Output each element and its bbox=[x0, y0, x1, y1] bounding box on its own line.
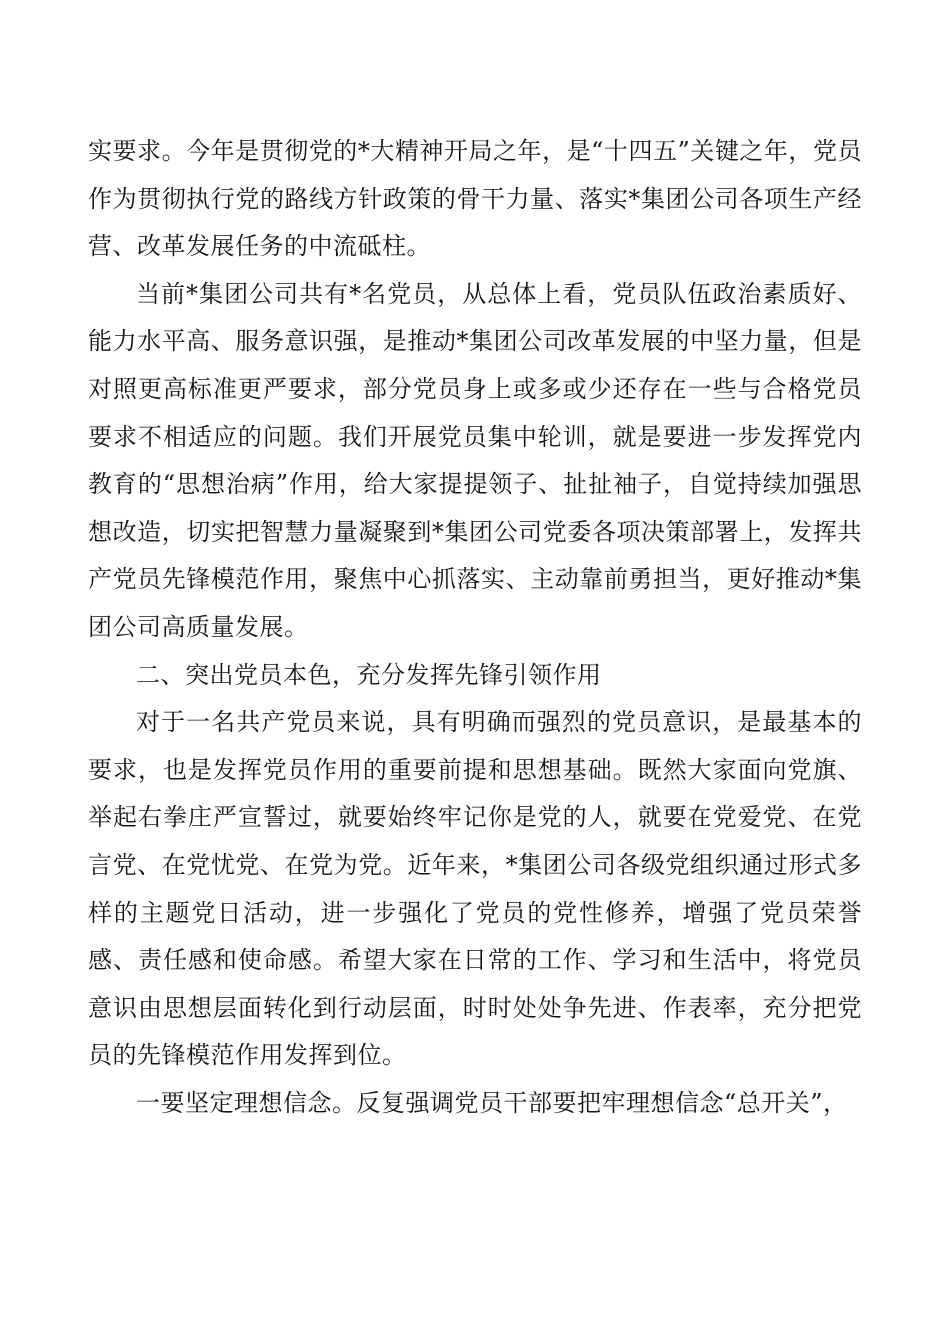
paragraph-continuation: 实要求。今年是贯彻党的*大精神开局之年，是“十四五”关键之年，党员作为贯彻执行党的路线方针政策的骨干力量、落实*集团公司各项生产经营、改革发展任务的中流砥柱。 bbox=[88, 137, 862, 261]
paragraph-party-consciousness: 对于一名共产党员来说，具有明确而强烈的党员意识，是最基本的要求，也是发挥党员作用的重要前提和思想基础。既然大家面向党旗、举起右拳庄严宣誓过，就要始终牢记你是党的人，就要在党爱党、在党言党、在党忧党、在党为党。近年来，*集团公司各级党组织通过形式多样的主题党日活动，进一步强化了党员的党性修养，增强了党员荣誉感、责任感和使命感。希望大家在日常的工作、学习和生活中，将党员意识由思想层面转化到行动层面，时时处处争先进、作表率，充分把党员的先锋模范作用发挥到位。 bbox=[88, 708, 862, 1070]
paragraph-ideals-and-beliefs: 一要坚定理想信念。反复强调党员干部要把牢理想信念“总开关”， bbox=[136, 1088, 848, 1117]
paragraph-party-members-overview: 当前*集团公司共有*名党员，从总体上看，党员队伍政治素质好、能力水平高、服务意识强，是推动*集团公司改革发展的中坚力量，但是对照更高标准更严要求，部分党员身上或多或少还存在一些与合格党员要求不相适应的问题。我们开展党员集中轮训，就是要进一步发挥党内教育的“思想治病”作用，给大家提提领子、扯扯袖子，自觉持续加强思想改造，切实把智慧力量凝聚到*集团公司党委各项决策部署上，发挥共产党员先锋模范作用，聚焦中心抓落实、主动靠前勇担当，更好推动*集团公司高质量发展。 bbox=[88, 279, 862, 641]
section-heading: 二、突出党员本色，充分发挥先锋引领作用 bbox=[136, 660, 602, 689]
document-body bbox=[88, 128, 862, 1127]
